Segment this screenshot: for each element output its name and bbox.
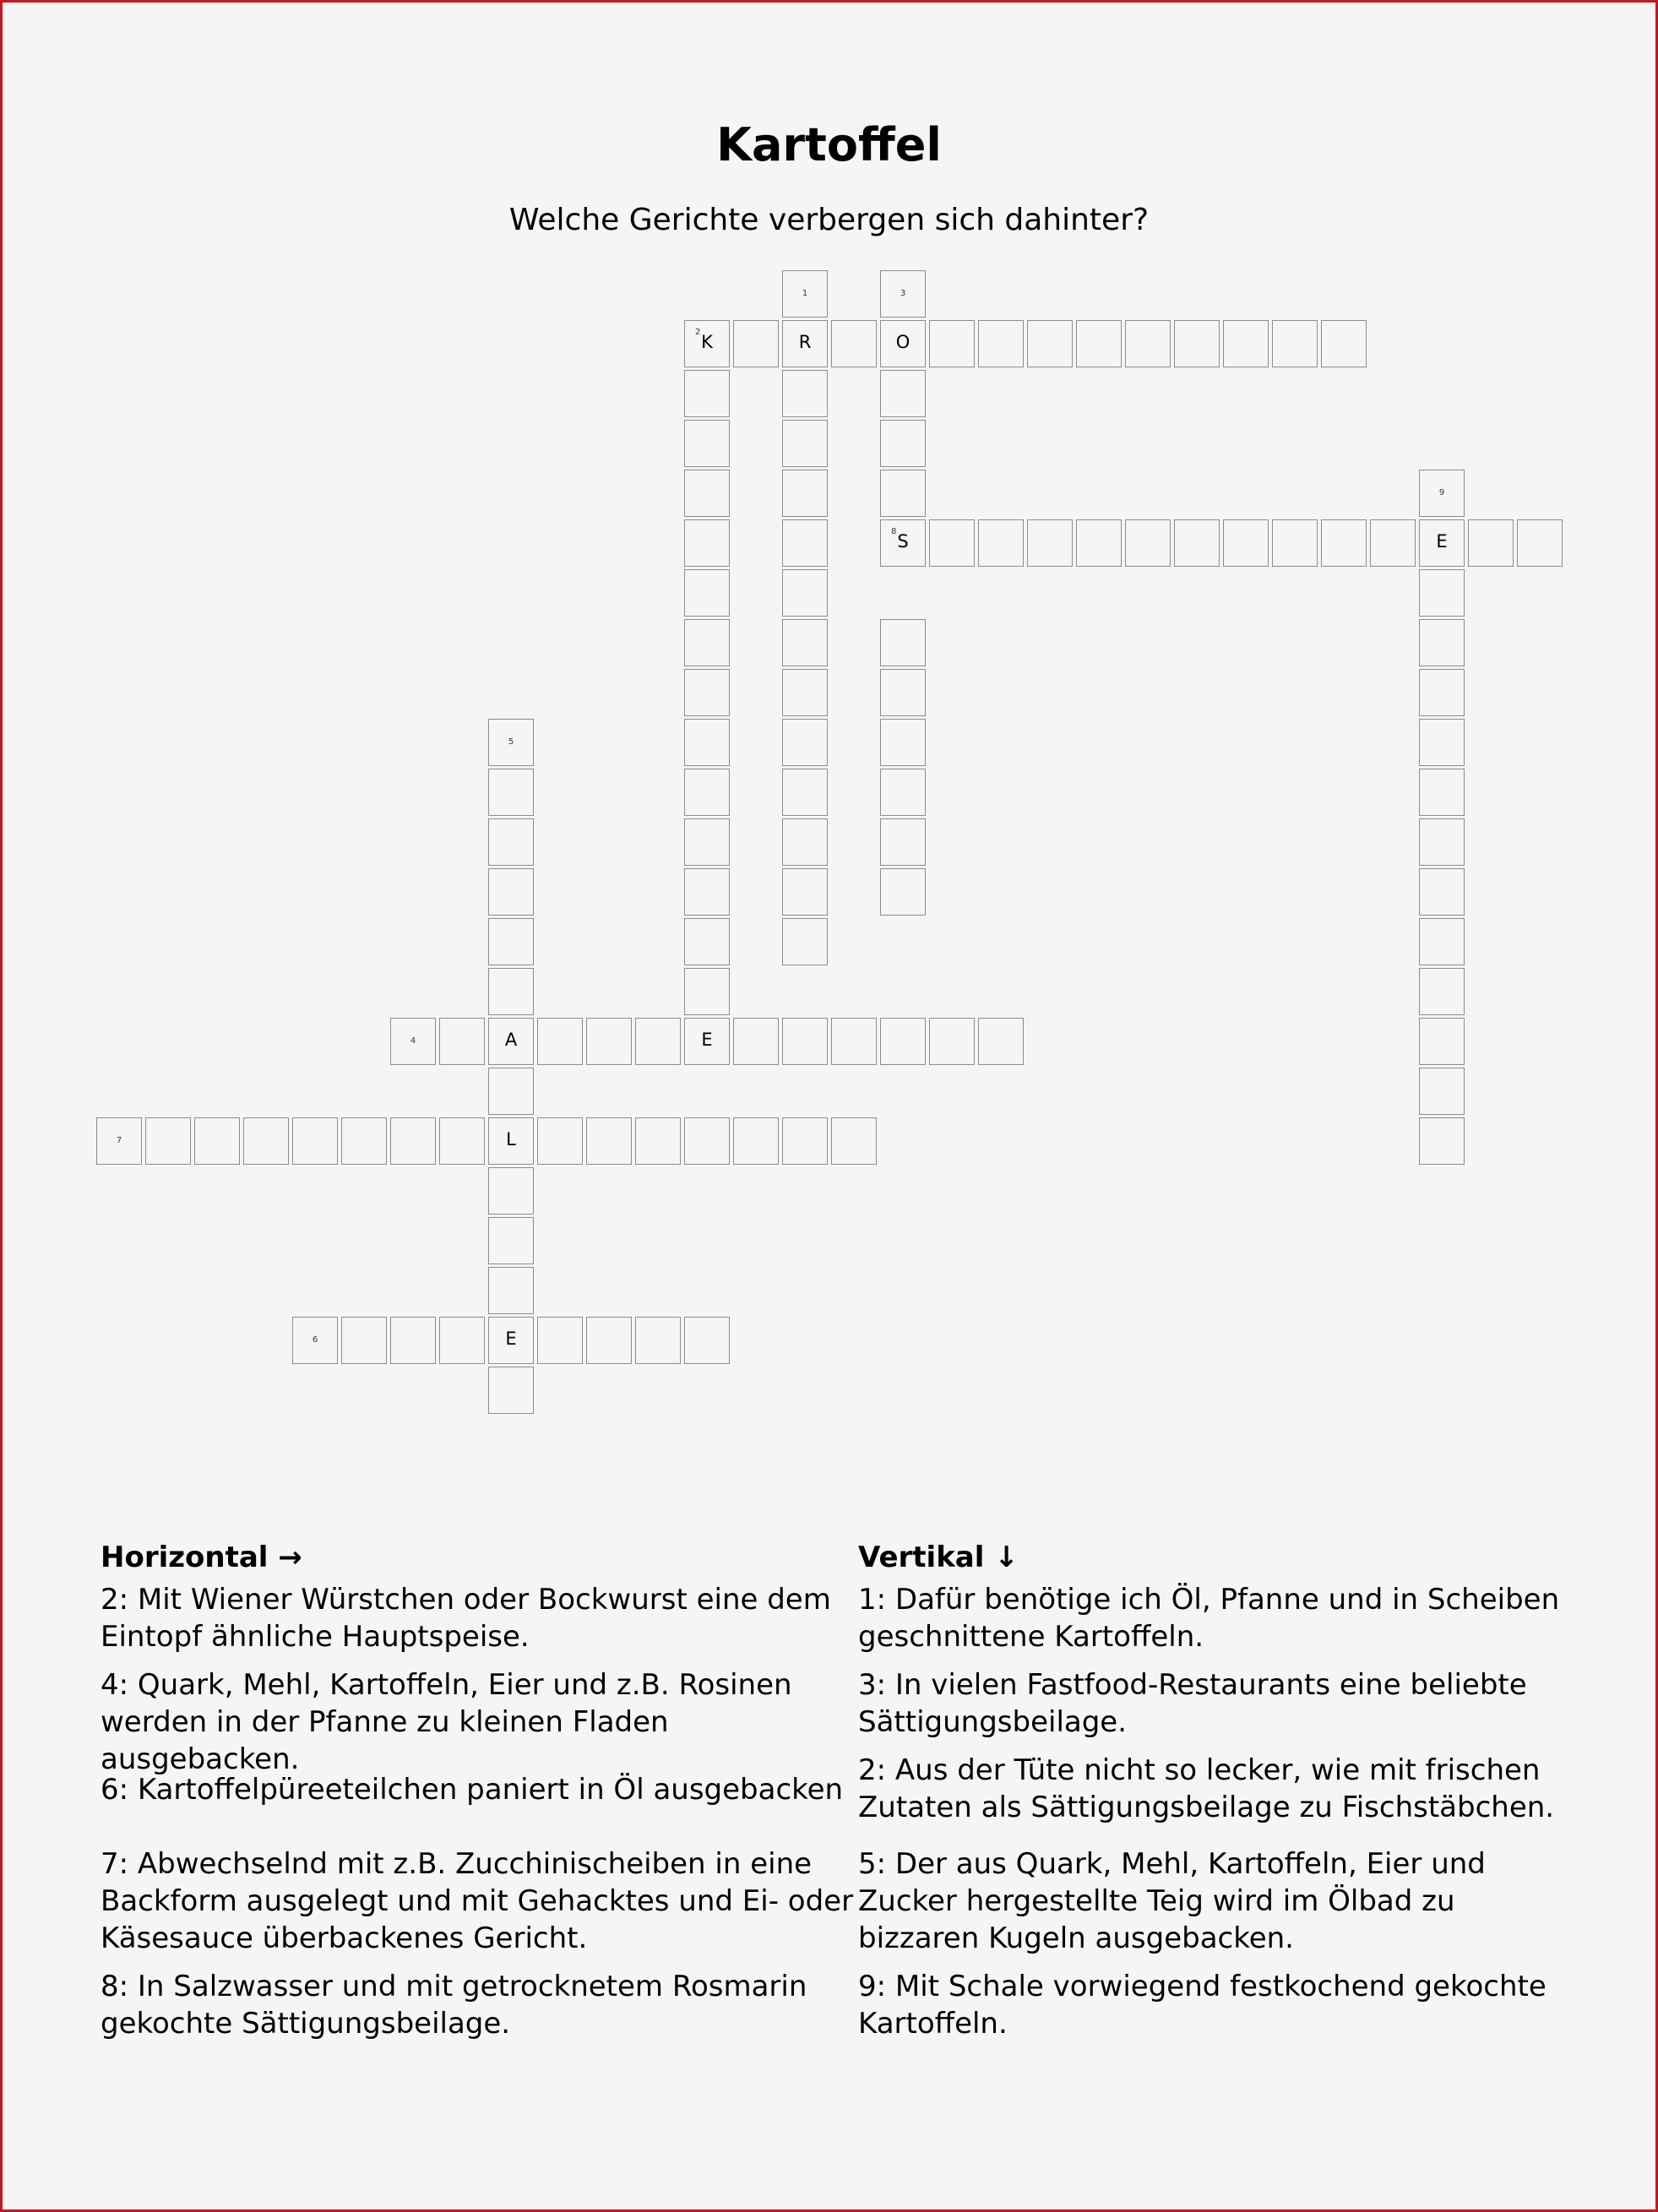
clue-number: 7 — [116, 1136, 122, 1145]
prefilled-letter: R — [798, 332, 812, 352]
crossword-cell[interactable] — [880, 370, 926, 417]
crossword-cell[interactable] — [341, 1317, 387, 1364]
crossword-cell[interactable] — [929, 519, 975, 567]
crossword-cell[interactable] — [586, 1317, 632, 1364]
clue-number: 9 — [1438, 488, 1445, 497]
crossword-cell[interactable] — [782, 470, 828, 517]
clue-vertical-3: 3: In vielen Fastfood-Restaurants eine beliebte Sättigungsbeilage. — [858, 1668, 1527, 1739]
crossword-cell[interactable] — [488, 1267, 534, 1314]
crossword-cell[interactable] — [537, 1117, 583, 1165]
crossword-cell[interactable] — [782, 270, 828, 318]
page-subtitle: Welche Gerichte verbergen sich dahinter? — [508, 203, 1150, 237]
clue-vertical-1: 1: Dafür benötige ich Öl, Pfanne und in Scheiben geschnittene Kartoffeln. — [858, 1583, 1560, 1654]
crossword-cell[interactable] — [1419, 619, 1465, 666]
crossword-cell[interactable] — [488, 918, 534, 965]
crossword-cell[interactable] — [1027, 519, 1073, 567]
crossword-cell[interactable] — [684, 968, 730, 1015]
crossword-cell[interactable] — [978, 1018, 1024, 1065]
clue-vertical-9: 9: Mit Schale vorwiegend festkochend gekochte Kartoffeln. — [858, 1970, 1547, 2041]
crossword-cell[interactable] — [1419, 519, 1465, 567]
crossword-cell[interactable] — [1174, 320, 1220, 367]
crossword-cell[interactable] — [488, 818, 534, 866]
crossword-cell[interactable] — [684, 868, 730, 916]
crossword-cell[interactable] — [1174, 519, 1220, 567]
crossword-cell[interactable] — [684, 619, 730, 666]
crossword-cell[interactable] — [488, 1018, 534, 1065]
clue-number: 4 — [410, 1036, 416, 1046]
crossword-cell[interactable] — [635, 1117, 681, 1165]
crossword-cell[interactable] — [1419, 818, 1465, 866]
prefilled-letter: E — [1436, 531, 1448, 552]
crossword-cell[interactable] — [782, 818, 828, 866]
crossword-cell[interactable] — [880, 719, 926, 766]
crossword-cell[interactable] — [341, 1117, 387, 1165]
crossword-cell[interactable] — [1517, 519, 1563, 567]
crossword-cell[interactable] — [390, 1117, 436, 1165]
crossword-cell[interactable] — [1125, 519, 1171, 567]
crossword-cell[interactable] — [782, 1018, 828, 1065]
crossword-cell[interactable] — [782, 370, 828, 417]
crossword-cell[interactable] — [831, 1117, 877, 1165]
crossword-cell[interactable] — [1272, 519, 1318, 567]
crossword-cell[interactable] — [488, 1317, 534, 1364]
crossword-cell[interactable] — [782, 669, 828, 716]
horizontal-heading: Horizontal → — [101, 1541, 302, 1574]
crossword-cell[interactable] — [488, 1217, 534, 1264]
crossword-cell[interactable] — [439, 1018, 485, 1065]
clue-number: 8 — [891, 527, 897, 536]
vertical-clues — [858, 1539, 1585, 2041]
page-title: Kartoffel — [716, 118, 942, 171]
crossword-cell[interactable] — [488, 1068, 534, 1115]
crossword-cell[interactable] — [488, 719, 534, 766]
prefilled-letter: O — [895, 332, 911, 352]
crossword-cell[interactable] — [96, 1117, 142, 1165]
crossword-cell[interactable] — [831, 320, 877, 367]
crossword-cell[interactable] — [880, 868, 926, 916]
clue-vertical-5: 5: Der aus Quark, Mehl, Kartoffeln, Eier und Zucker hergestellte Teig wird im Ölbad zu bizzaren Kugeln ausgebacken. — [858, 1847, 1486, 1955]
clue-horizontal-6: 6: Kartoffelpüreeteilchen paniert in Öl ausgebacken — [101, 1773, 844, 1807]
clue-number: 5 — [508, 737, 514, 747]
clue-number: 2 — [695, 328, 701, 337]
crossword-cell[interactable] — [1076, 320, 1122, 367]
prefilled-letter: S — [897, 531, 909, 552]
crossword-cell[interactable] — [292, 1317, 338, 1364]
crossword-cell[interactable] — [1419, 669, 1465, 716]
crossword-cell[interactable] — [488, 868, 534, 916]
crossword-cell[interactable] — [684, 669, 730, 716]
crossword-cell[interactable] — [782, 420, 828, 467]
crossword-cell[interactable] — [1223, 519, 1269, 567]
crossword-cell[interactable] — [439, 1317, 485, 1364]
clue-number: 6 — [312, 1335, 318, 1345]
crossword-cell[interactable] — [684, 818, 730, 866]
crossword-cell[interactable] — [782, 868, 828, 916]
clue-horizontal-4: 4: Quark, Mehl, Kartoffeln, Eier und z.B. Rosinen werden in der Pfanne zu kleinen Fladen ausgebacken. — [101, 1668, 792, 1776]
prefilled-letter: E — [701, 1030, 713, 1050]
crossword-cell[interactable] — [1321, 519, 1367, 567]
crossword-cell[interactable] — [1419, 918, 1465, 965]
crossword-cell[interactable] — [684, 769, 730, 816]
crossword-cell[interactable] — [684, 470, 730, 517]
crossword-cell[interactable] — [1419, 1117, 1465, 1165]
crossword-cell[interactable] — [1370, 519, 1416, 567]
crossword-cell[interactable] — [978, 320, 1024, 367]
clue-number: 1 — [802, 289, 808, 298]
crossword-cell[interactable] — [586, 1117, 632, 1165]
crossword-cell[interactable] — [1419, 968, 1465, 1015]
prefilled-letter: K — [701, 332, 713, 352]
crossword-cell[interactable] — [194, 1117, 240, 1165]
crossword-cell[interactable] — [1419, 1018, 1465, 1065]
crossword-cell[interactable] — [880, 270, 926, 318]
crossword-cell[interactable] — [684, 1317, 730, 1364]
crossword-cell[interactable] — [880, 769, 926, 816]
crossword-cell[interactable] — [1027, 320, 1073, 367]
crossword-cell[interactable] — [684, 370, 730, 417]
crossword-cell[interactable] — [1419, 719, 1465, 766]
crossword-cell[interactable] — [1321, 320, 1367, 367]
prefilled-letter: L — [506, 1129, 516, 1149]
crossword-cell[interactable] — [243, 1117, 289, 1165]
crossword-cell[interactable] — [880, 420, 926, 467]
crossword-cell[interactable] — [1419, 569, 1465, 617]
prefilled-letter: A — [504, 1030, 518, 1050]
crossword-cell[interactable] — [1076, 519, 1122, 567]
crossword-cell[interactable] — [782, 1117, 828, 1165]
clue-horizontal-2: 2: Mit Wiener Würstchen oder Bockwurst eine dem Eintopf ähnliche Hauptspeise. — [101, 1583, 831, 1654]
clue-number: 3 — [900, 289, 906, 298]
crossword-cell[interactable] — [684, 320, 730, 367]
crossword-cell[interactable] — [880, 669, 926, 716]
crossword-cell[interactable] — [684, 1117, 730, 1165]
crossword-cell[interactable] — [684, 420, 730, 467]
crossword-cell[interactable] — [1223, 320, 1269, 367]
crossword-cell[interactable] — [488, 1117, 534, 1165]
crossword-cell[interactable] — [880, 470, 926, 517]
crossword-cell[interactable] — [390, 1018, 436, 1065]
crossword-cell[interactable] — [1419, 868, 1465, 916]
crossword-cell[interactable] — [684, 918, 730, 965]
crossword-cell[interactable] — [782, 719, 828, 766]
crossword-cell[interactable] — [292, 1117, 338, 1165]
crossword-cell[interactable] — [586, 1018, 632, 1065]
crossword-cell[interactable] — [537, 1317, 583, 1364]
clue-horizontal-8: 8: In Salzwasser und mit getrocknetem Rosmarin gekochte Sättigungsbeilage. — [101, 1970, 807, 2041]
crossword-cell[interactable] — [1419, 769, 1465, 816]
crossword-cell[interactable] — [733, 320, 779, 367]
vertical-heading: Vertikal ↓ — [858, 1541, 1019, 1574]
crossword-cell[interactable] — [929, 1018, 975, 1065]
crossword-cell[interactable] — [1272, 320, 1318, 367]
crossword-cell[interactable] — [880, 619, 926, 666]
crossword-cell[interactable] — [537, 1018, 583, 1065]
crossword-cell[interactable] — [684, 569, 730, 617]
crossword-cell[interactable] — [782, 918, 828, 965]
crossword-cell[interactable] — [978, 519, 1024, 567]
crossword-cell[interactable] — [782, 569, 828, 617]
crossword-cell[interactable] — [929, 320, 975, 367]
crossword-cell[interactable] — [733, 1018, 779, 1065]
crossword-cell[interactable] — [782, 320, 828, 367]
crossword-cell[interactable] — [684, 719, 730, 766]
crossword-cell[interactable] — [880, 320, 926, 367]
clue-horizontal-7: 7: Abwechselnd mit z.B. Zucchinischeiben in eine Backform ausgelegt und mit Gehacktes und Ei- oder Käsesauce überbackenes Gericht. — [101, 1847, 854, 1955]
horizontal-clues — [101, 1539, 861, 2041]
crossword-cell[interactable] — [880, 519, 926, 567]
crossword-cell[interactable] — [635, 1317, 681, 1364]
crossword-cell[interactable] — [831, 1018, 877, 1065]
crossword-cell[interactable] — [145, 1117, 191, 1165]
crossword-cell[interactable] — [488, 769, 534, 816]
crossword-cell[interactable] — [1468, 519, 1514, 567]
crossword-cell[interactable] — [1125, 320, 1171, 367]
crossword-cell[interactable] — [1419, 470, 1465, 517]
crossword-cell[interactable] — [782, 619, 828, 666]
crossword-cell[interactable] — [635, 1018, 681, 1065]
crossword-cell[interactable] — [684, 519, 730, 567]
crossword-cell[interactable] — [782, 519, 828, 567]
crossword-cell[interactable] — [733, 1117, 779, 1165]
crossword-cell[interactable] — [880, 818, 926, 866]
crossword-cell[interactable] — [488, 1167, 534, 1215]
crossword-cell[interactable] — [880, 1018, 926, 1065]
crossword-cell[interactable] — [782, 769, 828, 816]
prefilled-letter: E — [505, 1329, 517, 1349]
crossword-cell[interactable] — [684, 1018, 730, 1065]
clue-vertical-2: 2: Aus der Tüte nicht so lecker, wie mit frischen Zutaten als Sättigungsbeilage zu Fischstäbchen. — [858, 1753, 1555, 1824]
crossword-cell[interactable] — [439, 1117, 485, 1165]
crossword-cell[interactable] — [1419, 1068, 1465, 1115]
crossword-cell[interactable] — [488, 968, 534, 1015]
crossword-cell[interactable] — [488, 1367, 534, 1414]
crossword-cell[interactable] — [390, 1317, 436, 1364]
